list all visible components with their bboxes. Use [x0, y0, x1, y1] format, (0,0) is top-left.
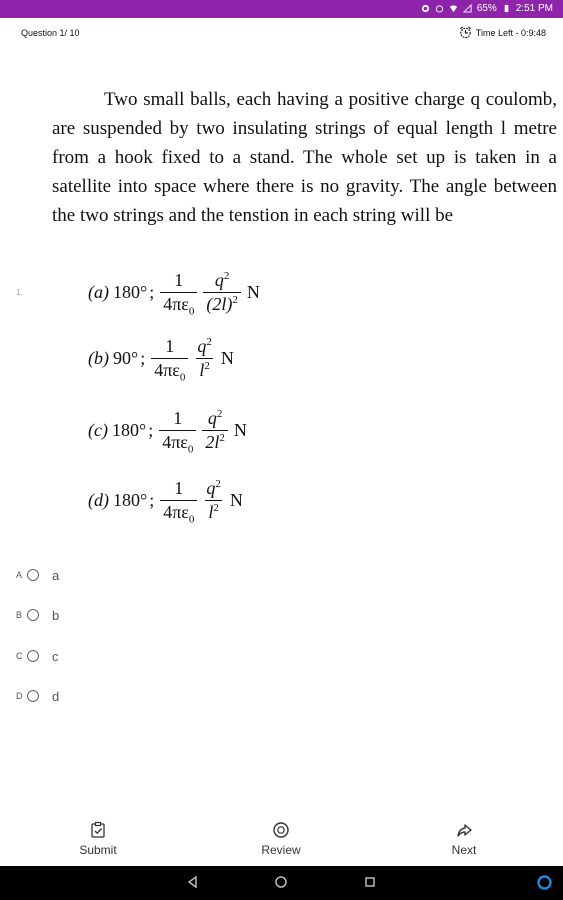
- answer-option-b[interactable]: [16, 605, 59, 625]
- charge-fraction: [203, 478, 224, 523]
- den-subscript: 0: [188, 305, 195, 318]
- option-separator: ;: [149, 489, 155, 510]
- den-text: 4πε: [154, 359, 180, 380]
- answer-option-d[interactable]: [16, 686, 59, 706]
- option-separator: ;: [148, 419, 154, 440]
- option-separator: ;: [149, 281, 155, 302]
- option-separator: ;: [140, 347, 146, 368]
- fraction-numerator: 1: [174, 269, 184, 290]
- coulomb-fraction: [160, 269, 197, 318]
- recents-square-icon[interactable]: [363, 875, 377, 889]
- num-superscript: 2: [216, 407, 223, 420]
- review-label: Review: [261, 843, 301, 857]
- status-bar: [0, 0, 563, 18]
- timer: [459, 26, 546, 39]
- den-text: 2l: [205, 431, 220, 452]
- sync-icon: [421, 4, 430, 13]
- num-superscript: 2: [223, 269, 230, 282]
- option-label: (b): [88, 347, 109, 368]
- answer-text[interactable]: b: [52, 607, 60, 623]
- fraction-denominator: [203, 292, 241, 315]
- den-superscript: 2: [204, 359, 210, 372]
- battery-percent: 65%: [476, 3, 497, 14]
- unit-label: N: [233, 419, 247, 440]
- unit-label: N: [246, 281, 260, 302]
- fraction-denominator: [205, 500, 222, 523]
- radio-button[interactable]: [27, 569, 39, 581]
- option-angle: 180°: [111, 419, 147, 440]
- num-text: q: [207, 407, 217, 428]
- submit-label: Submit: [79, 843, 117, 857]
- radio-button[interactable]: [27, 650, 39, 662]
- num-superscript: 2: [215, 477, 221, 490]
- den-subscript: 0: [179, 371, 186, 384]
- answer-option-a[interactable]: [16, 565, 59, 585]
- den-subscript: 0: [187, 443, 194, 456]
- bottom-nav: [0, 815, 563, 865]
- den-subscript: 0: [188, 513, 195, 526]
- question-text-block: [52, 85, 557, 230]
- option-angle: 90°: [113, 347, 139, 368]
- den-superscript: 2: [213, 501, 219, 514]
- answer-letter: A: [16, 570, 23, 580]
- system-nav-bar: [0, 866, 563, 900]
- circle-icon: [272, 821, 290, 839]
- share-arrow-icon: [455, 821, 473, 839]
- clock-time: 2:51 PM: [515, 3, 553, 14]
- wifi-icon: [449, 4, 458, 13]
- timer-label: Time Left - 0:9:48: [475, 27, 546, 38]
- num-text: q: [206, 477, 216, 498]
- answer-option-c[interactable]: [16, 646, 59, 666]
- den-text: 4πε: [163, 501, 189, 522]
- option-a: [88, 262, 260, 322]
- charge-fraction: [194, 336, 215, 381]
- review-button[interactable]: [236, 815, 326, 857]
- question-counter: Question 1/ 10: [21, 28, 80, 38]
- fraction-numerator: [194, 336, 215, 358]
- fraction-numerator: [212, 270, 233, 292]
- num-text: q: [214, 269, 224, 290]
- answer-text[interactable]: a: [52, 567, 60, 583]
- option-angle: 180°: [113, 281, 148, 302]
- radio-button[interactable]: [27, 690, 39, 702]
- option-d: [88, 470, 243, 530]
- fraction-denominator: [160, 292, 197, 318]
- option-b: [88, 328, 234, 388]
- answer-text[interactable]: c: [52, 648, 59, 664]
- fraction-denominator: [196, 358, 213, 381]
- fraction-denominator: [159, 430, 196, 456]
- option-label: (c): [88, 419, 108, 440]
- home-circle-icon[interactable]: [274, 875, 288, 889]
- den-superscript: 2: [219, 431, 225, 444]
- num-text: q: [197, 335, 207, 356]
- unit-label: N: [229, 489, 243, 510]
- option-angle: 180°: [113, 489, 148, 510]
- fraction-numerator: [203, 478, 224, 500]
- back-triangle-icon[interactable]: [186, 875, 200, 889]
- charge-fraction: [202, 408, 228, 453]
- assistant-ring-icon[interactable]: [536, 874, 553, 891]
- fraction-numerator: 1: [165, 335, 175, 356]
- answer-letter: D: [16, 691, 23, 701]
- next-label: Next: [451, 843, 477, 857]
- battery-icon: [502, 4, 511, 13]
- fraction-denominator: [202, 430, 228, 453]
- den-text: (2l): [206, 293, 233, 314]
- fraction-denominator: [160, 500, 197, 526]
- fraction-numerator: 1: [173, 407, 183, 428]
- clipboard-check-icon: [89, 821, 107, 839]
- fraction-denominator: [151, 358, 188, 384]
- coulomb-fraction: [160, 477, 197, 526]
- option-label: (d): [88, 489, 109, 510]
- den-text: l: [199, 359, 205, 380]
- submit-button[interactable]: [53, 815, 143, 857]
- den-text: l: [208, 501, 214, 522]
- coulomb-fraction: [151, 335, 188, 384]
- question-number-mark: 1.: [16, 288, 23, 297]
- fraction-numerator: [205, 408, 226, 430]
- den-text: 4πε: [163, 293, 189, 314]
- answer-letter: B: [16, 610, 23, 620]
- next-button[interactable]: [419, 815, 509, 857]
- answer-letter: C: [16, 651, 23, 661]
- alarm-clock-icon: [459, 26, 472, 39]
- coulomb-fraction: [159, 407, 196, 456]
- unit-label: N: [220, 347, 234, 368]
- den-text: 4πε: [162, 431, 188, 452]
- num-superscript: 2: [206, 335, 212, 348]
- option-c: [88, 400, 247, 460]
- answer-text[interactable]: d: [52, 688, 60, 704]
- option-label: (a): [88, 281, 109, 302]
- signal-icon: [463, 4, 472, 13]
- quiz-header: [0, 18, 563, 48]
- den-superscript: 2: [232, 293, 238, 306]
- radio-button[interactable]: [27, 609, 39, 621]
- fraction-numerator: 1: [174, 477, 184, 498]
- alarm-icon: [435, 4, 444, 13]
- question-text: Two small balls, each having a positive charge q coulomb, are suspended by two insulating strings of equal length l metre from a hook fixed to a stand. The whole set up is taken in a satellite into space where there is no gravity. The angle between the two strings and the tenstion in each string will be: [52, 89, 557, 226]
- charge-fraction: [203, 270, 241, 315]
